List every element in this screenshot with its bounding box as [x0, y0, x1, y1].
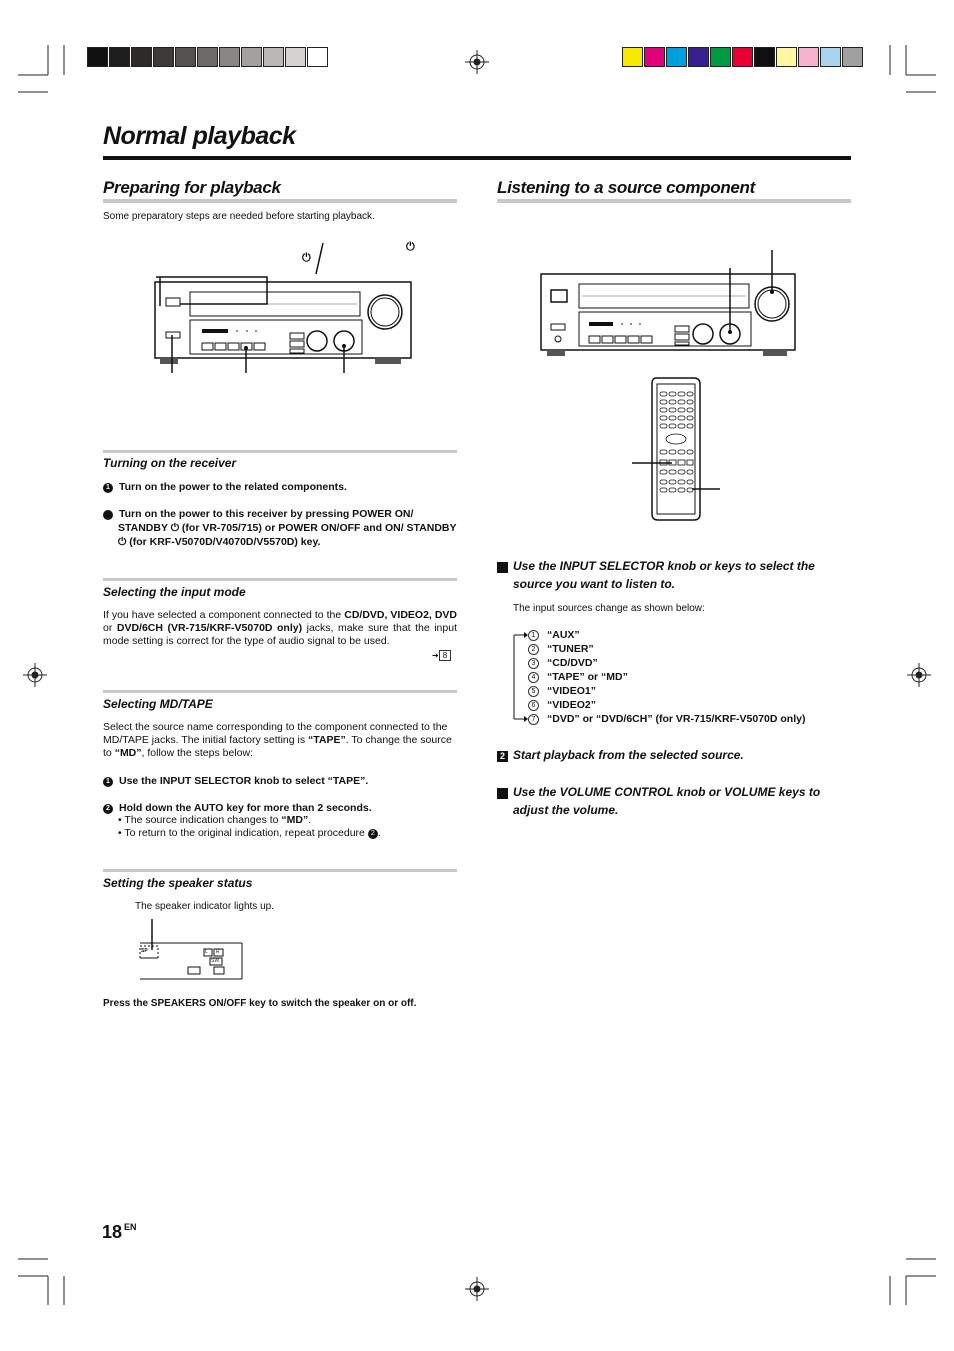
- step-number: 2: [103, 510, 113, 520]
- speaker-display-illustration: [118, 915, 244, 980]
- step-number: 1: [103, 483, 113, 493]
- step-text: Turn on the power to the related components.: [119, 481, 347, 493]
- source-item: [528, 698, 805, 712]
- text-bold: DVD/6CH (VR-715/KRF-V5070D only): [116, 622, 303, 634]
- source-item: [528, 712, 805, 726]
- display-right-channel: R: [216, 949, 220, 955]
- text-part: • To return to the original indication, repeat procedure: [118, 827, 368, 839]
- text-bold: “MD”: [281, 814, 309, 826]
- title-rule: [103, 156, 851, 160]
- source-item: [528, 628, 805, 642]
- turning-on-step-2: [98, 507, 458, 549]
- source-item: [528, 670, 805, 684]
- step-text: Use the INPUT SELECTOR knob or keys to select the source you want to listen to.: [513, 559, 815, 591]
- section-title-listening: Listening to a source component: [497, 178, 756, 197]
- intro-text: Some preparatory steps are needed before starting playback.: [103, 211, 375, 222]
- sources-note: The input sources change as shown below:: [513, 603, 705, 614]
- step-number: 2: [103, 804, 113, 814]
- standby-icon: ⏻: [406, 241, 415, 253]
- source-label: “VIDEO1”: [547, 685, 597, 697]
- listening-step-3: [491, 783, 851, 819]
- speaker-caption: The speaker indicator lights up.: [135, 901, 274, 912]
- section-title-preparing: Preparing for playback: [103, 178, 281, 197]
- source-label: “VIDEO2”: [547, 699, 597, 711]
- text-part: Select the source name corresponding to the component connected to the MD/TAPE jacks. The initial factory setting is: [103, 721, 448, 746]
- input-mode-text: [103, 609, 457, 648]
- md-tape-step-1: [103, 774, 368, 788]
- text-part: or: [103, 622, 117, 634]
- source-list: [528, 628, 805, 726]
- text-part: jacks, make sure that the input mode setting is correct for the type of audio signal to be used.: [103, 622, 457, 647]
- source-label: “TUNER”: [547, 643, 594, 655]
- text-part: If you have selected a component connected to the: [103, 609, 345, 621]
- source-number: 2: [528, 644, 539, 655]
- md-tape-step-2: [103, 801, 372, 815]
- page-title: Normal playback: [103, 122, 296, 150]
- step-text: Turn on the power to this receiver by pressing POWER ON/ STANDBY ⏻ (for VR-705/715) or POWER ON/OFF and ON/ STANDBY ⏻ (for KRF-V5070D/V4070D/V5570D) key.: [118, 508, 457, 548]
- source-item: [528, 642, 805, 656]
- display-left-channel: L: [205, 949, 208, 955]
- section-rule-left: [103, 199, 457, 203]
- step-text: Hold down the AUTO key for more than 2 seconds.: [119, 802, 372, 814]
- text-bold: “MD”: [114, 747, 142, 759]
- subtitle-md-tape: Selecting MD/TAPE: [103, 697, 213, 711]
- source-label: “AUX”: [547, 629, 580, 641]
- source-item: [528, 656, 805, 670]
- receiver-front-illustration: [150, 238, 420, 378]
- rule-speaker: [103, 869, 457, 872]
- source-label: “DVD” or “DVD/6CH” (for VR-715/KRF-V5070D only): [547, 713, 806, 725]
- md-tape-bullet-1: [118, 814, 311, 827]
- rule-turning-on: [103, 450, 457, 453]
- text-bold: “TAPE”: [308, 734, 346, 746]
- step-text: Use the VOLUME CONTROL knob or VOLUME keys to adjust the volume.: [513, 785, 821, 817]
- text-part: .: [308, 814, 312, 826]
- step-number: 1: [103, 777, 113, 787]
- rule-input-mode: [103, 578, 457, 581]
- source-number: 4: [528, 672, 539, 683]
- subtitle-turning-on: Turning on the receiver: [103, 456, 237, 470]
- source-label: “TAPE” or “MD”: [547, 671, 628, 683]
- text-part: . To change the source to: [103, 734, 452, 759]
- step-number: 2: [497, 751, 508, 762]
- page-reference: ➔ 8: [432, 650, 451, 661]
- step-text: Use the INPUT SELECTOR knob to select “TAPE”.: [119, 775, 369, 787]
- receiver-right-illustration: [535, 248, 805, 378]
- turning-on-step-1: [103, 480, 457, 494]
- step-text: Start playback from the selected source.: [513, 748, 744, 762]
- page-number: [102, 1222, 137, 1243]
- source-item: [528, 684, 805, 698]
- display-subwoofer: SW: [211, 958, 220, 964]
- rule-md-tape: [103, 690, 457, 693]
- page-number-value: 18: [102, 1222, 123, 1242]
- md-tape-bullet-2: • To return to the original indication, repeat procedure 2 .: [118, 827, 381, 839]
- page-reference-number: 8: [439, 650, 451, 661]
- listening-step-1: [491, 557, 851, 593]
- step-number: 1: [497, 562, 508, 573]
- listening-step-2: [497, 746, 744, 764]
- power-icon: ⏻: [302, 252, 311, 264]
- language-code: EN: [124, 1222, 137, 1232]
- text-bold: CD/DVD, VIDEO2, DVD: [344, 609, 457, 621]
- subtitle-speaker: Setting the speaker status: [103, 876, 253, 890]
- text-part: , follow the steps below:: [141, 747, 254, 759]
- speaker-indicator: SP: [141, 948, 148, 954]
- step-number: 3: [497, 788, 508, 799]
- registration-target-top: [465, 50, 489, 74]
- step-reference: 2: [368, 829, 378, 839]
- source-number: 1: [528, 630, 539, 641]
- source-number: 7: [528, 714, 539, 725]
- section-rule-right: [497, 199, 851, 203]
- md-tape-text: [103, 721, 457, 760]
- source-label: “CD/DVD”: [547, 657, 598, 669]
- source-number: 5: [528, 686, 539, 697]
- text-part: • The source indication changes to: [118, 814, 282, 826]
- speaker-note: Press the SPEAKERS ON/OFF key to switch the speaker on or off.: [103, 998, 417, 1009]
- source-cycle-arrow: [510, 630, 530, 724]
- subtitle-input-mode: Selecting the input mode: [103, 585, 246, 599]
- source-number: 3: [528, 658, 539, 669]
- remote-control-illustration: [630, 376, 722, 524]
- source-number: 6: [528, 700, 539, 711]
